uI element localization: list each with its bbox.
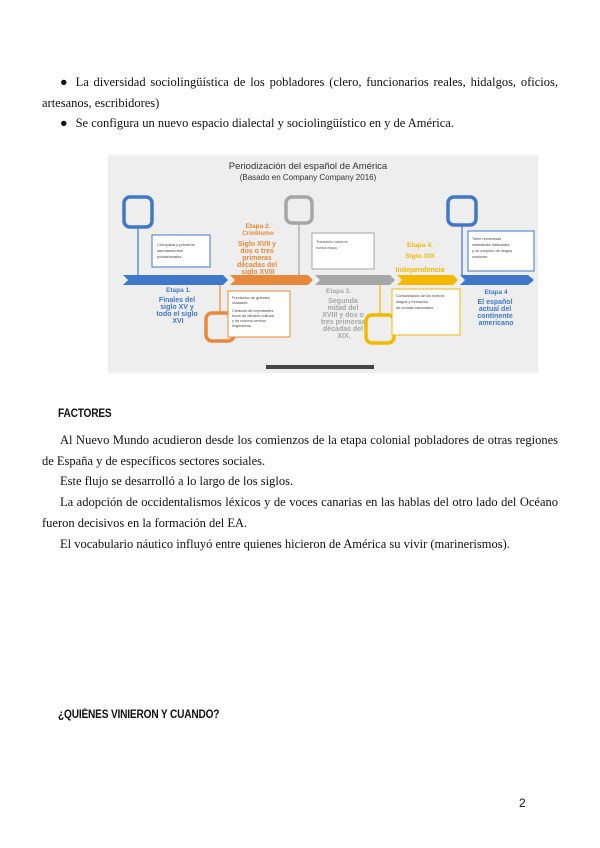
stage-period: mitad del [327, 305, 359, 312]
stage-name: Criollismo [242, 230, 274, 237]
stage-period: siglo XVIII [241, 269, 275, 276]
bullet-text: Se configura un nuevo espacio dialectal y sociolingüístico en y de América. [75, 116, 454, 130]
stage-box-line: y de nuevos centros [232, 319, 266, 323]
paragraph-text: La adopción de occidentalismos léxicos y de voces canarias en las hablas del otro lado del Océano fueron decisivos en la formación del EA. [42, 495, 558, 530]
paragraph-text: El vocabulario náutico influyó entre quienes hicieron de América su vivir (marinerismos). [60, 537, 510, 551]
section-heading-quienes: ¿QUIÉNES VINIERON Y CUANDO? [58, 709, 220, 721]
stage-box-line: Consolidación de los nuevos [396, 294, 445, 298]
stage-period: continente [477, 313, 513, 320]
svg-text:Siglo XVII y dos o tre [237, 241, 279, 276]
stage-box-line: Transición hacia la [316, 240, 348, 244]
stage-box-line: poblacionales [157, 254, 182, 259]
stage-period: americano [478, 320, 514, 327]
stage-period: Siglo XIX [405, 253, 435, 260]
paragraph-text: Este flujo se desarrolló a lo largo de los siglos. [60, 474, 294, 488]
stage-box-line: variedades dialectales [472, 243, 510, 247]
bullet-text: La diversidad sociolingüística de los pobladores (clero, funcionarios reales, hidalgos, oficios, artesanos, escribidores) [42, 75, 558, 110]
stage-label: Etapa 4 [484, 289, 508, 296]
stage-box-line: y un conjunto de rasgos [472, 249, 513, 253]
periodization-infographic [108, 155, 538, 373]
stage-period: primeras [242, 255, 272, 262]
stage-period: El español [477, 299, 513, 306]
stage-box-line: Tiene numerosas [472, 237, 502, 241]
stage-period: tres primeras [320, 319, 366, 326]
stage-period: Segunda [328, 298, 358, 305]
stage-period: todo el siglo [156, 311, 198, 318]
page-number: 2 [519, 796, 526, 810]
stage-box-line: Fundación de grandes [232, 296, 270, 300]
section-heading-factores: FACTORES [58, 408, 112, 420]
infographic-title: Periodización del español de América [228, 161, 388, 172]
paragraph-text: Al Nuevo Mundo acudieron desde los comienzos de la etapa colonial pobladores de otras regiones de España y de específicos sectores sociales. [42, 433, 558, 468]
stage-period: Finales del [158, 297, 196, 304]
stage-label: Etapa 2. [245, 223, 271, 230]
stage-box-line: lingüísticos. [232, 324, 252, 328]
stage-period: décadas del [322, 326, 364, 333]
bullet-item [42, 113, 558, 134]
paragraph [42, 430, 558, 472]
stage-box-line: asentamientos [157, 248, 184, 253]
stage-period: XVI [172, 318, 184, 325]
stage-label: Etapa 3. [326, 288, 351, 295]
stage-label: Etapa 4. [406, 242, 434, 249]
timeline-bar [123, 275, 534, 285]
stage-period: actual del [478, 306, 512, 313]
stage-box-line: focos de difusión cultural [232, 314, 274, 318]
bullet-dot: ● [60, 116, 68, 130]
stage-box-line: ciudades. [232, 301, 249, 305]
stage-name: Independencia [395, 267, 445, 274]
paragraph [42, 534, 558, 555]
stage-period: siglo XV y [160, 304, 194, 311]
bullet-dot: ● [60, 75, 68, 89]
stage-box-line: de normas nacionales [396, 306, 434, 310]
stage-period: décadas del [236, 262, 278, 269]
stage-period: dos o tres [240, 248, 274, 255]
stage-box-line: nueva etapa [316, 246, 337, 250]
stage-box-line: comunes [472, 255, 488, 259]
stage-label: Etapa 1. [166, 287, 191, 294]
stage-box-line: Creación de importantes [232, 309, 274, 313]
bullet-item [42, 72, 558, 114]
stage-box-line: Conquista y primeros [157, 242, 195, 247]
paragraph [42, 492, 558, 534]
stage-box-line: rasgos y formación [396, 300, 429, 304]
svg-text:El español actual del [477, 299, 514, 327]
stage-period: Siglo XVII y [237, 241, 277, 248]
stage-period: XIX. [337, 333, 351, 340]
paragraph [42, 471, 558, 492]
stage-period: XVIII y dos o [322, 312, 364, 319]
infographic-subtitle: (Basado en Company Company 2016) [239, 173, 377, 182]
